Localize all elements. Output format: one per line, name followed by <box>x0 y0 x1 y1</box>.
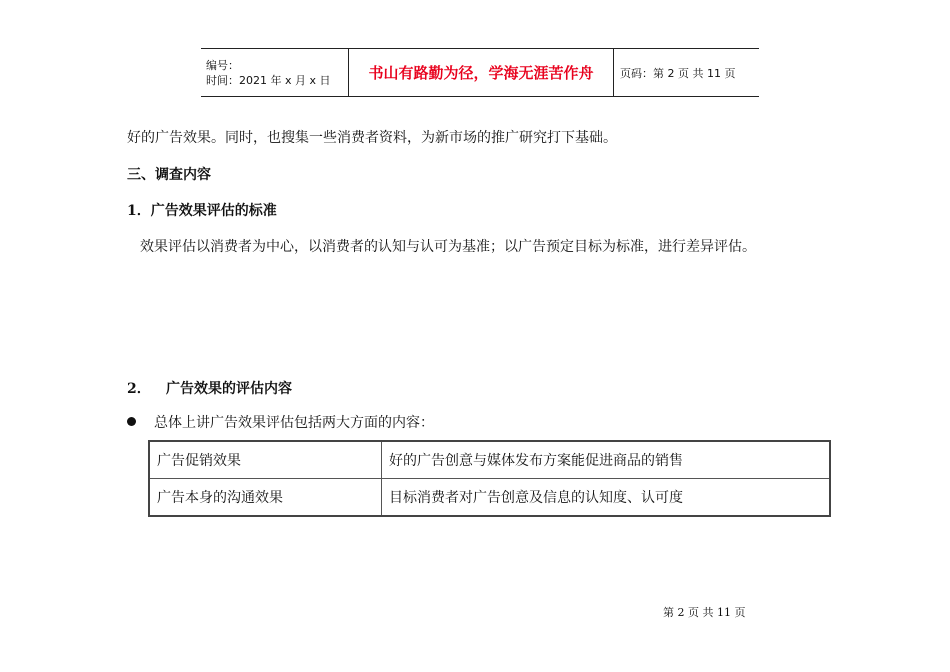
bullet-text: 总体上讲广告效果评估包括两大方面的内容： <box>154 415 434 431</box>
page-footer: 第 2 页 共 11 页 <box>663 606 746 619</box>
table-row <box>149 479 830 517</box>
table-cell-desc: 好的广告创意与媒体发布方案能促进商品的销售 <box>382 441 831 479</box>
table-cell-name: 广告本身的沟通效果 <box>149 479 382 517</box>
evaluation-table <box>148 440 831 517</box>
subsection-title-2: 广告效果的评估内容 <box>166 381 292 397</box>
paragraph-continuation: 好的广告效果。同时，也搜集一些消费者资料，为新市场的推广研究打下基础。 <box>127 130 617 146</box>
header-meta <box>201 49 349 97</box>
table-row <box>149 441 830 479</box>
subsection-number-2: 2． <box>127 381 151 397</box>
header-motto: 书山有路勤为径，学海无涯苦作舟 <box>349 49 614 97</box>
header-page-info: 页码：第 2 页 共 11 页 <box>614 49 760 97</box>
code-label: 编号： <box>206 58 239 72</box>
subsection-title-1: 1．广告效果评估的标准 <box>127 203 277 219</box>
table-cell-desc: 目标消费者对广告创意及信息的认知度、认可度 <box>382 479 831 517</box>
section-title-3: 三、调查内容 <box>127 167 211 183</box>
time-label: 时间：2021 年 x 月 x 日 <box>206 73 331 87</box>
subsection-1-text: 效果评估以消费者为中心，以消费者的认知与认可为基准；以广告预定目标为标准，进行差异评估。 <box>140 239 756 255</box>
bullet-dot-icon <box>127 417 136 426</box>
page-header <box>201 48 759 97</box>
table-cell-name: 广告促销效果 <box>149 441 382 479</box>
